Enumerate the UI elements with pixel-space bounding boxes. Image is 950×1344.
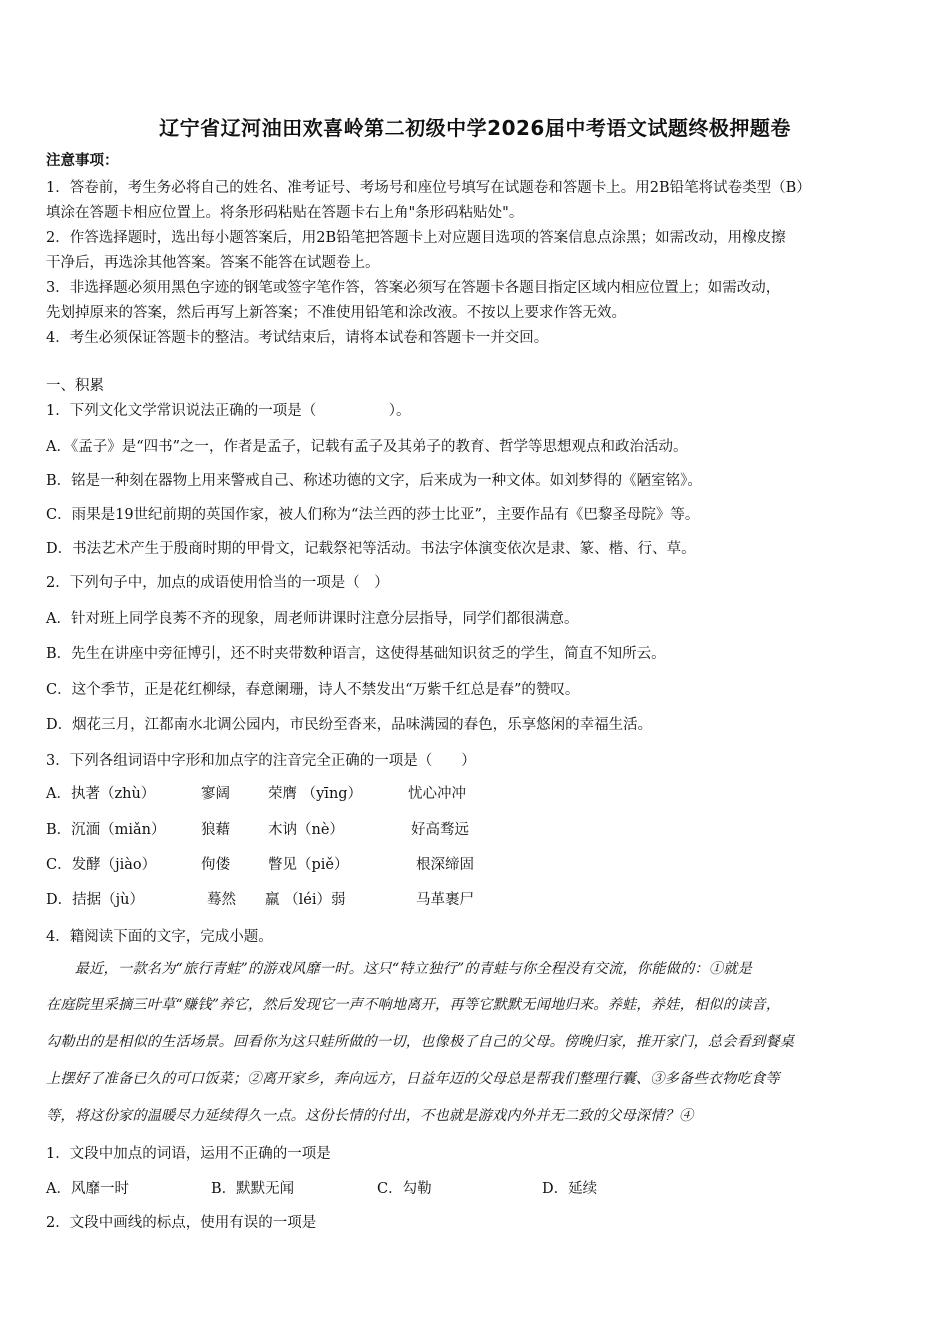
passage-line: 上摆好了准备已久的可口饭菜；②离开家乡，奔向远方，日益年迈的父母总是帮我们整理行囊、③多备些衣物吃食等 (46, 1071, 780, 1087)
question-3-row-c-item2: 佝偻 (201, 857, 230, 873)
passage-line: 在庭院里采摘三叶草“赚钱”养它，然后发现它一声不响地离开，再等它默默无闻地归来。养蛙，养娃，相似的读音， (46, 997, 781, 1013)
section-heading: 一、积累 (46, 378, 104, 394)
question-3-row-a-item2: 寥阔 (201, 786, 230, 802)
question-1-option-a: A．《孟子》是“四书”之一，作者是孟子，记载有孟子及其弟子的教育、哲学等思想观点和政治活动。 (46, 439, 688, 455)
question-3-row-b-item3: 木讷（nè） (268, 822, 344, 838)
exam-title: 辽宁省辽河油田欢喜岭第二初级中学2026届中考语文试题终极押题卷 (159, 116, 791, 140)
notice-line: 填涂在答题卡相应位置上。将条形码粘贴在答题卡右上角"条形码粘贴处"。 (46, 205, 524, 221)
question-3-row-d-item4: 马革裹尸 (416, 892, 474, 908)
question-1-option-d: D．书法艺术产生于殷商时期的甲骨文，记载祭祀等活动。书法字体演变依次是隶、篆、楷、行、草。 (46, 541, 696, 557)
question-2-option-d: D．烟花三月，江都南水北调公园内，市民纷至沓来，品味满园的春色，乐享悠闲的幸福生活。 (46, 717, 653, 733)
question-3-stem: 3．下列各组词语中字形和加点字的注音完全正确的一项是（ ） (46, 753, 476, 769)
question-3-row-b-item1: B．沉湎（miǎn） (46, 822, 166, 838)
question-3-row-a-item3: 荣膺 （yīng） (268, 786, 363, 802)
question-4-sub2-stem: 2．文段中画线的标点，使用有误的一项是 (46, 1215, 317, 1231)
question-3-row-c-item4: 根深缔固 (416, 857, 474, 873)
question-4-sub1-stem: 1．文段中加点的词语，运用不正确的一项是 (46, 1146, 331, 1162)
question-2-option-b: B．先生在讲座中旁征博引，还不时夹带数种语言，这使得基础知识贫乏的学生，简直不知所云。 (46, 646, 666, 662)
passage-line: 勾勒出的是相似的生活场景。回看你为这只蛙所做的一切，也像极了自己的父母。傍晚归家，推开家门，总会看到餐桌 (46, 1034, 795, 1050)
question-1-stem: 1．下列文化文学常识说法正确的一项是（ ）。 (46, 403, 411, 419)
question-2-option-c: C．这个季节，正是花红柳绿，春意阑珊，诗人不禁发出“万紫千红总是春”的赞叹。 (46, 682, 580, 698)
notice-line: 先划掉原来的答案，然后再写上新答案；不准使用铅笔和涂改液。不按以上要求作答无效。 (46, 305, 626, 321)
question-3-row-b-item2: 狼藉 (201, 822, 230, 838)
question-3-row-b-item4: 好高骛远 (411, 822, 469, 838)
question-1-option-b: B．铭是一种刻在器物上用来警戒自己、称述功德的文字，后来成为一种文体。如刘梦得的《陋室铭》。 (46, 473, 702, 489)
question-4-stem: 4．籍阅读下面的文字，完成小题。 (46, 929, 273, 945)
question-3-row-d-item3: 羸 （léi）弱 (265, 892, 346, 908)
passage-line: 最近，一款名为“旅行青蛙”的游戏风靡一时。这只“特立独行”的青蛙与你全程没有交流，你能做的：①就是 (46, 961, 753, 977)
question-3-row-a-item1: A．执著（zhù） (46, 786, 156, 802)
question-4-sub1-option-b: B．默默无闻 (211, 1181, 295, 1197)
question-4-sub1-option-c: C．勾勒 (377, 1181, 432, 1197)
question-2-stem: 2．下列句子中，加点的成语使用恰当的一项是（ ） (46, 575, 389, 591)
question-3-row-d-item1: D．拮据（jù） (46, 892, 144, 908)
notice-line: 干净后，再选涂其他答案。答案不能答在试题卷上。 (46, 255, 380, 271)
question-1-option-c: C．雨果是19世纪前期的英国作家，被人们称为“法兰西的莎士比亚”，主要作品有《巴黎圣母院》等。 (46, 507, 700, 523)
question-3-row-c-item1: C．发酵（jiào） (46, 857, 157, 873)
notice-line: 2．作答选择题时，选出每小题答案后，用2B铅笔把答题卡上对应题目选项的答案信息点涂黑；如需改动，用橡皮擦 (46, 230, 786, 246)
notice-line: 3．非选择题必须用黑色字迹的钢笔或签字笔作答，答案必须写在答题卡各题目指定区域内相应位置上；如需改动， (46, 280, 781, 296)
question-2-option-a: A．针对班上同学良莠不齐的现象，周老师讲课时注意分层指导，同学们都很满意。 (46, 611, 579, 627)
notice-heading: 注意事项： (46, 152, 119, 169)
question-4-sub1-option-d: D．延续 (542, 1181, 598, 1197)
passage-line: 等，将这份家的温暖尽力延续得久一点。这份长情的付出，不也就是游戏内外并无二致的父母深情？④ (46, 1108, 694, 1124)
question-3-row-d-item2: 蓦然 (207, 892, 236, 908)
question-4-sub1-option-a: A．风靡一时 (46, 1181, 129, 1197)
question-3-row-c-item3: 瞥见（piě） (268, 857, 349, 873)
notice-line: 4．考生必须保证答题卡的整洁。考试结束后，请将本试卷和答题卡一并交回。 (46, 330, 549, 346)
notice-line: 1．答卷前，考生务必将自己的姓名、准考证号、考场号和座位号填写在试题卷和答题卡上。用2B铅笔将试卷类型（B） (46, 180, 811, 196)
question-3-row-a-item4: 忧心冲冲 (408, 786, 466, 802)
